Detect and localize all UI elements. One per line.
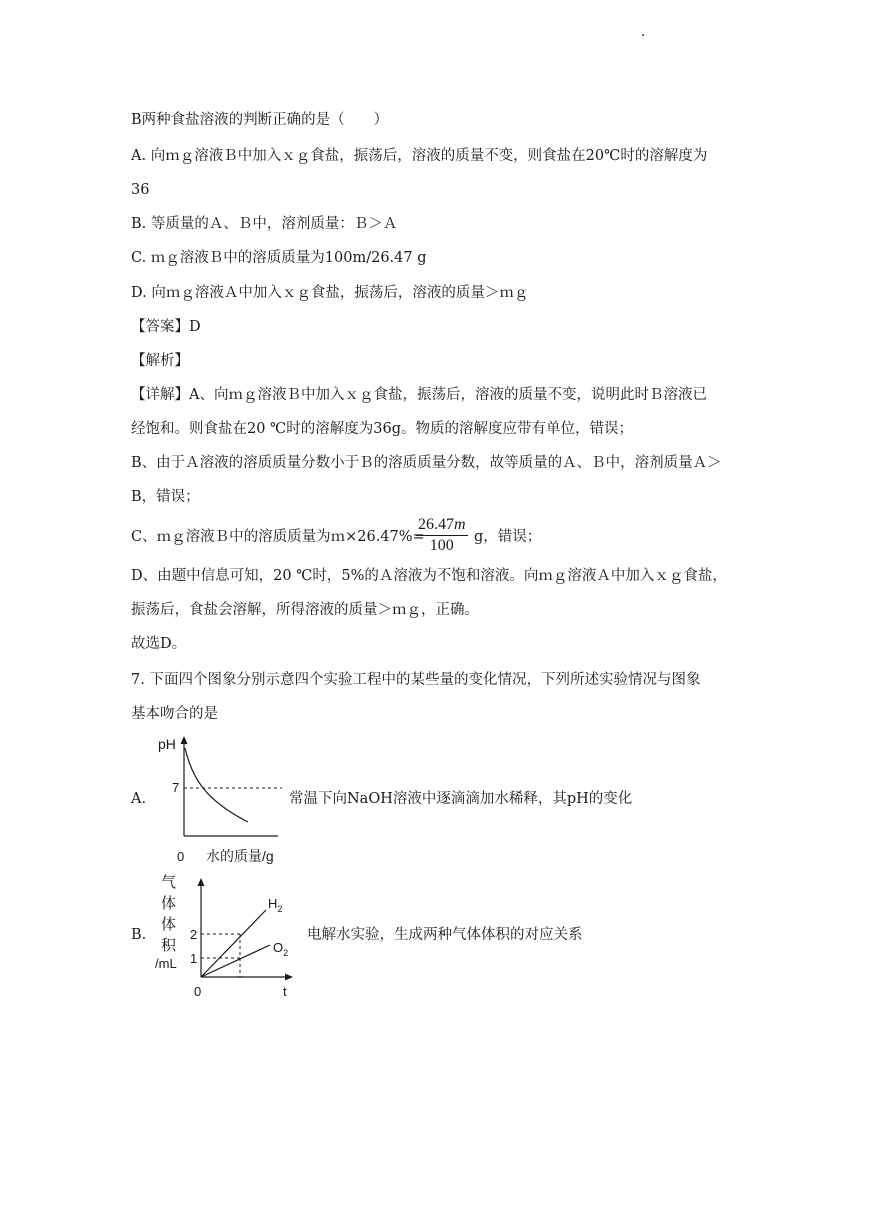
detail-line-3: B、由于Ａ溶液的溶质质量分数小于Ｂ的溶质质量分数，故等质量的Ａ、Ｂ中，溶剂质量Ａ＞ bbox=[131, 455, 722, 471]
gas-graph-h2-line bbox=[201, 910, 266, 977]
q7-stem-line-1: 7. 下面四个图象分别示意四个实验工程中的某些量的变化情况，下列所述实验情况与图象 bbox=[131, 672, 701, 688]
q6-option-a-cont: 36 bbox=[131, 182, 150, 198]
gas-graph-y-tick-1: 1 bbox=[190, 951, 198, 966]
fraction bbox=[416, 515, 468, 556]
ph-graph bbox=[150, 728, 290, 868]
ph-graph-y-label: pH bbox=[158, 736, 176, 752]
detail-c-suffix: g，错误； bbox=[474, 529, 542, 545]
detail-d-line-2: 振荡后，食盐会溶解，所得溶液的质量＞ｍｇ，正确。 bbox=[131, 602, 479, 618]
gas-graph-y-unit: /mL bbox=[155, 956, 177, 971]
fraction-numerator: 26.47m bbox=[416, 515, 468, 536]
q7-option-b-text: 电解水实验，生成两种气体体积的对应关系 bbox=[307, 927, 583, 943]
gas-graph-h2-label: $H_2$ bbox=[268, 896, 283, 914]
gas-graph-x-arrow bbox=[285, 974, 293, 981]
gas-graph-y-label-char-4: 积 bbox=[161, 937, 177, 954]
q7-option-a-label: A. bbox=[131, 791, 147, 807]
ph-graph-y-arrow bbox=[181, 736, 188, 744]
analysis-label: 【解析】 bbox=[131, 353, 189, 369]
q7-option-a-text: 常温下向NaOH溶液中逐滴滴加水稀释，其pH的变化 bbox=[289, 791, 633, 807]
conclusion: 故选D。 bbox=[131, 636, 187, 652]
detail-c-prefix: C、ｍｇ溶液Ｂ中的溶质质量为ｍ×26.47%= bbox=[131, 529, 425, 545]
detail-line-4: B，错误； bbox=[131, 489, 200, 505]
gas-graph-y-label-char-3: 体 bbox=[161, 916, 177, 933]
gas-graph-y-label-char-2: 体 bbox=[161, 895, 177, 912]
gas-graph-origin: 0 bbox=[194, 984, 202, 999]
ph-graph-y-tick-7: 7 bbox=[172, 780, 180, 795]
q6-option-d: D. 向ｍｇ溶液Ａ中加入ｘｇ食盐，振荡后，溶液的质量＞ｍｇ bbox=[131, 285, 529, 301]
gas-graph-x-label: t bbox=[283, 984, 287, 999]
ph-graph-curve bbox=[185, 748, 248, 822]
gas-graph-y-label-char-1: 气 bbox=[161, 874, 177, 891]
gas-graph-o2-label: $O_2$ bbox=[273, 940, 289, 958]
q7-option-b-label: B. bbox=[131, 927, 147, 943]
ph-graph-x-label: 水的质量/g bbox=[206, 848, 274, 864]
page-mark bbox=[642, 34, 644, 36]
q6-option-a: A. 向ｍｇ溶液Ｂ中加入ｘｇ食盐，振荡后，溶液的质量不变，则食盐在20℃时的溶解度为 bbox=[131, 148, 708, 164]
gas-volume-graph bbox=[150, 870, 310, 1005]
detail-line-2: 经饱和。则食盐在20 ℃时的溶解度为36g。物质的溶解度应带有单位，错误； bbox=[131, 421, 634, 437]
ph-graph-origin: 0 bbox=[177, 849, 185, 864]
q6-stem-tail: B两种食盐溶液的判断正确的是（ ） bbox=[131, 112, 389, 128]
q6-option-c: C. ｍｇ溶液Ｂ中的溶质质量为100m/26.47 g bbox=[131, 250, 427, 266]
gas-graph-o2-line bbox=[201, 945, 270, 977]
detail-line-1: 【详解】A、向ｍｇ溶液Ｂ中加入ｘｇ食盐，振荡后，溶液的质量不变，说明此时Ｂ溶液已 bbox=[131, 387, 707, 403]
fraction-denominator: 100 bbox=[429, 537, 454, 554]
gas-graph-y-arrow bbox=[198, 878, 205, 886]
q6-option-b: B. 等质量的Ａ、Ｂ中，溶剂质量：Ｂ＞Ａ bbox=[131, 216, 398, 232]
answer-label: 【答案】D bbox=[131, 319, 201, 335]
gas-graph-y-tick-2: 2 bbox=[190, 927, 198, 942]
q7-stem-line-2: 基本吻合的是 bbox=[131, 706, 218, 722]
detail-d-line-1: D、由题中信息可知，20 ℃时，5%的Ａ溶液为不饱和溶液。向ｍｇ溶液Ａ中加入ｘｇ食盐， bbox=[131, 568, 727, 584]
